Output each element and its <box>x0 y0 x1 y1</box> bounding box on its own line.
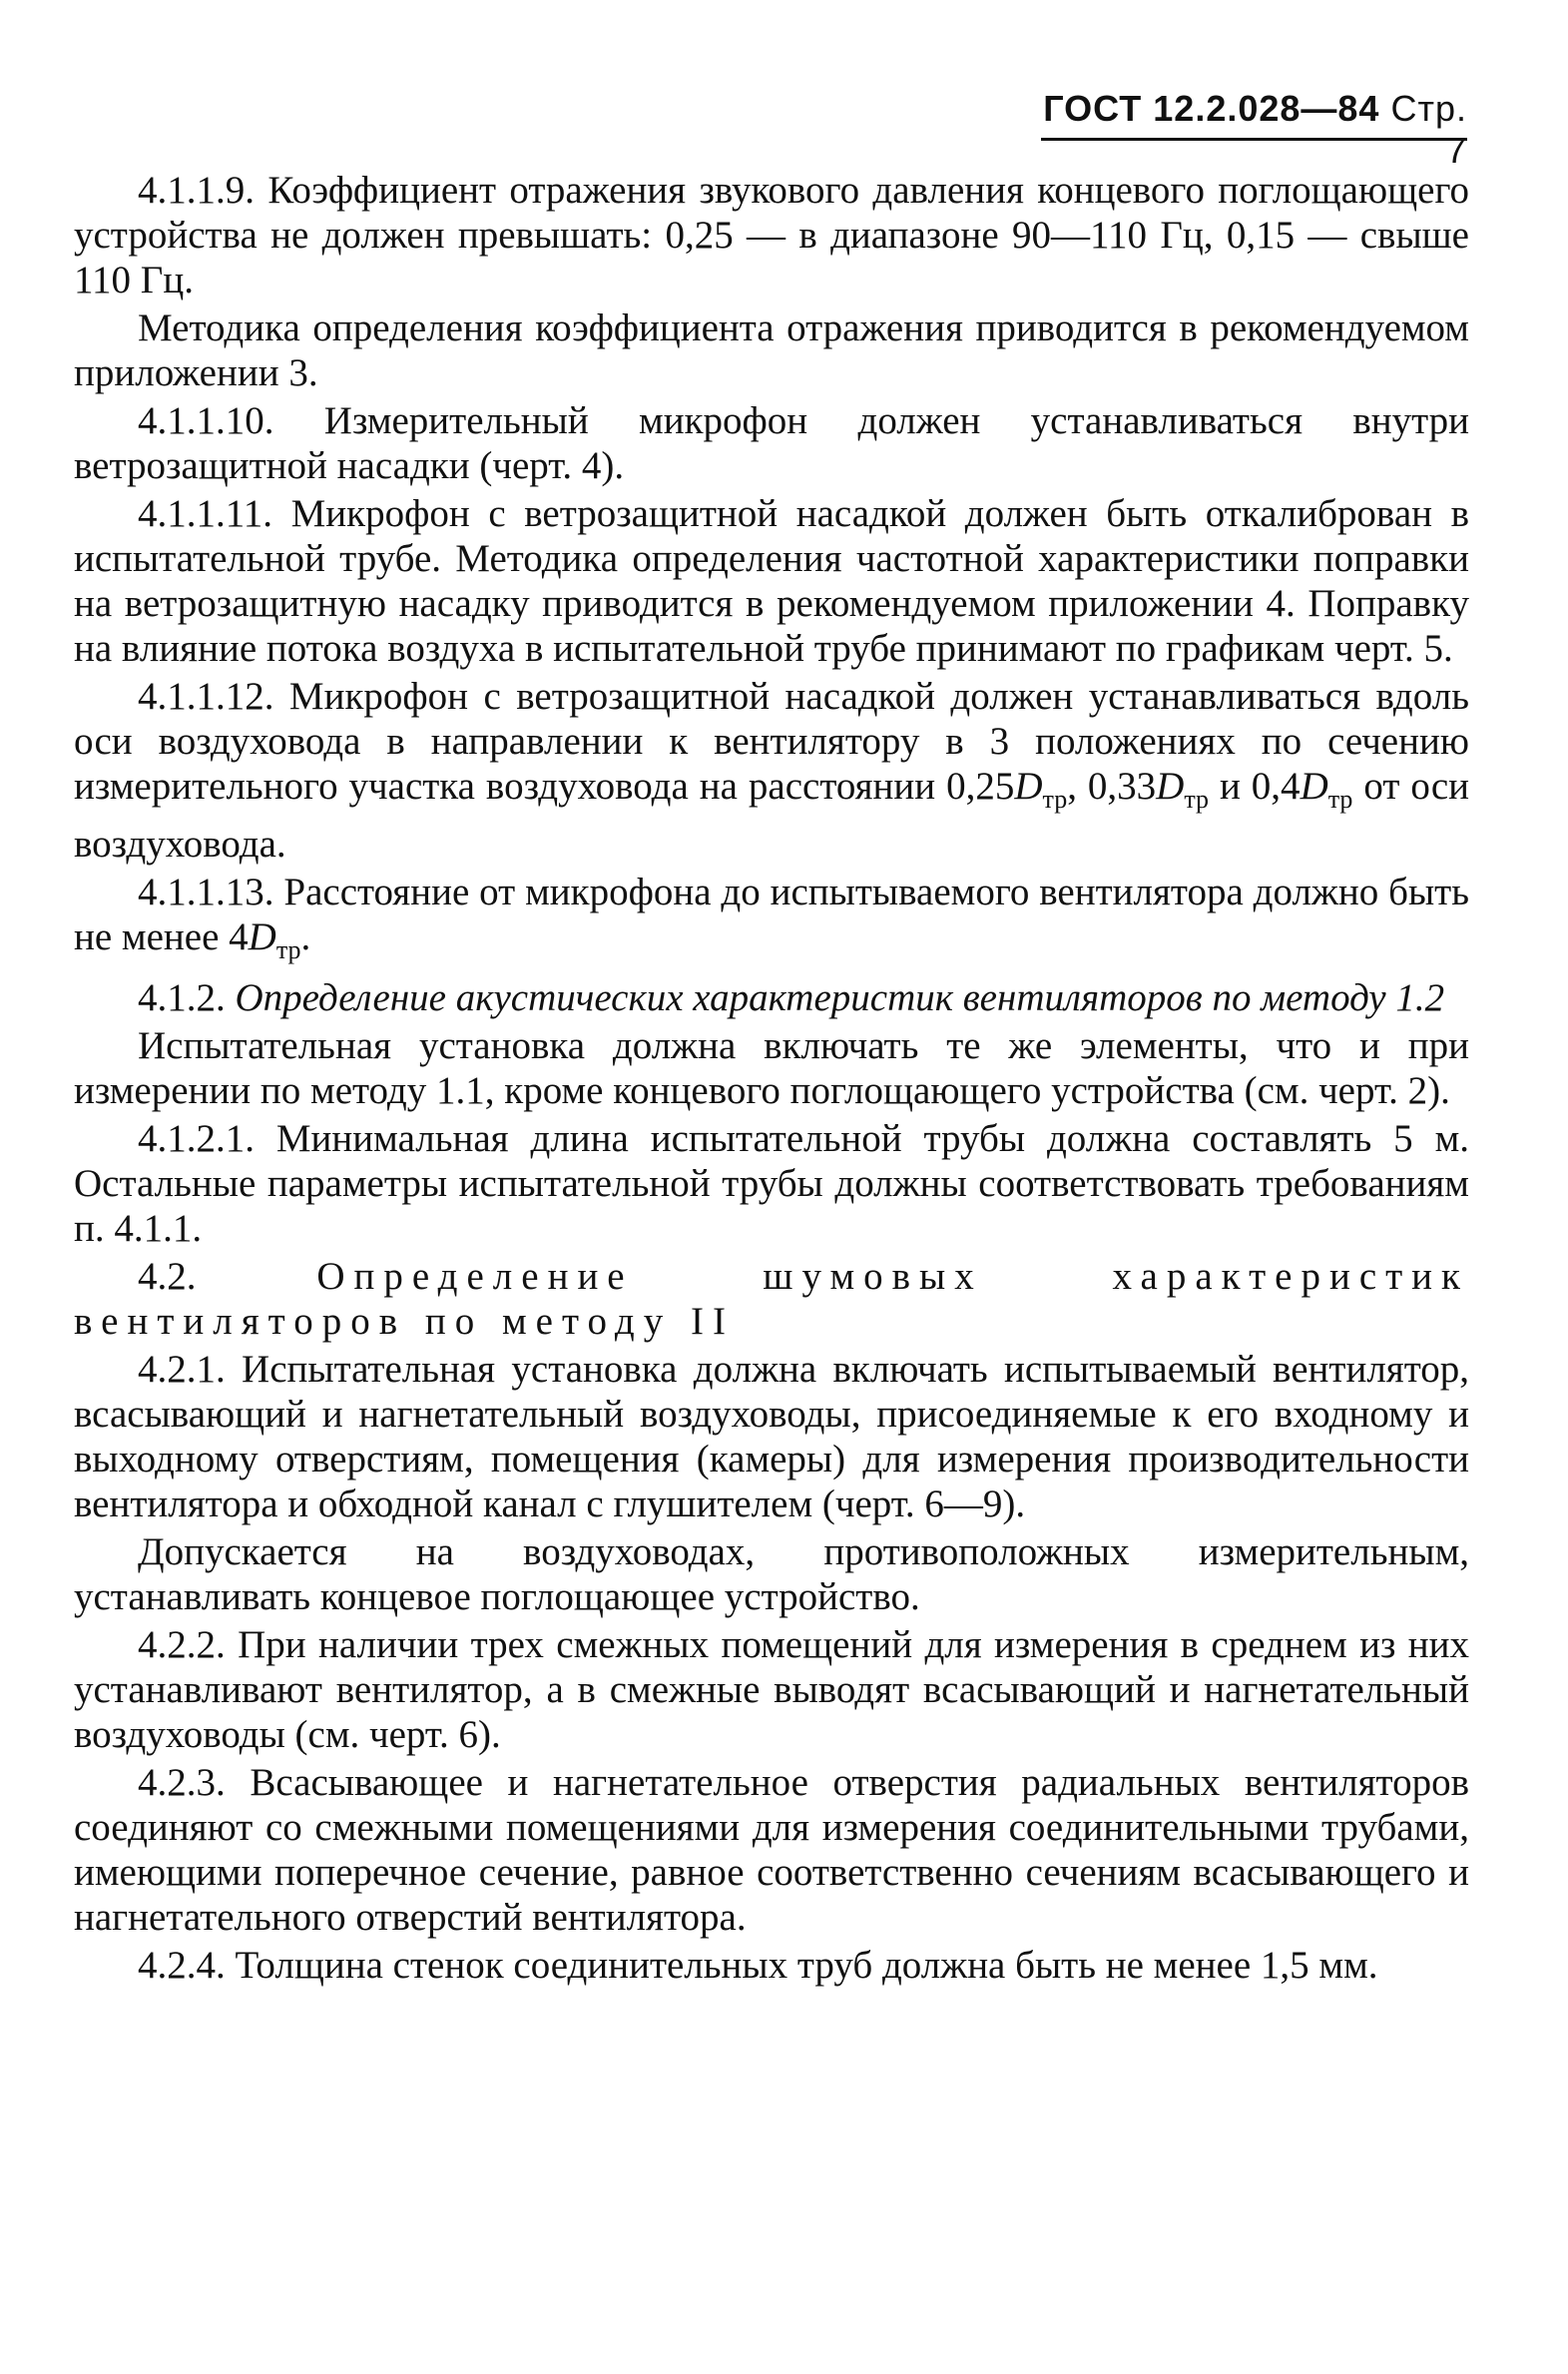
p6-text-a: 4.1.1.13. Расстояние от микрофона до испытываемого вентилятора должно быть не менее 4 <box>74 870 1469 958</box>
page-header <box>1038 88 1467 172</box>
dtr-symbol: $D_{тр}$ <box>1156 765 1210 814</box>
document-body <box>74 168 1469 1991</box>
paragraph-4-1-1-11: 4.1.1.11. Микрофон с ветрозащитной насадкой должен быть откалиброван в испытательной трубе. Методика определения частотной характеристики поправки на ветрозащитную насадку приводится в рекомендуемом приложении 4. Поправку на влияние потока воздуха в испытательной трубе принимают по графикам черт. 5. <box>74 492 1469 670</box>
dtr-symbol: $D_{тр}$ <box>1300 765 1353 814</box>
section-number-4-1-2: 4.1.2. <box>138 975 226 1019</box>
p5-text-a: 4.1.1.12. Микрофон с ветрозащитной насадкой должен устанавливаться вдоль оси воздуховода в направлении к вентилятору в 3 положениях по сечению измерительного участка воздуховода на расстоянии 0,25 <box>74 675 1469 808</box>
paragraph-4-1-2-1: 4.1.2.1. Минимальная длина испытательной трубы должна составлять 5 м. Остальные параметры испытательной трубы должны соответствовать требованиям п. 4.1.1. <box>74 1116 1469 1250</box>
paragraph-4-2-1: 4.2.1. Испытательная установка должна включать испытываемый вентилятор, всасывающий и нагнетательный воздуховоды, присоединяемые к его входному и выходному отверстиям, помещения (камеры) для измерения производительности вентилятора и обходной канал с глушителем (черт. 6—9). <box>74 1347 1469 1525</box>
page-number: Стр. 7 <box>1390 88 1467 171</box>
paragraph-4-1-1-10: 4.1.1.10. Измерительный микрофон должен устанавливаться внутри ветрозащитной насадки (черт. 4). <box>74 399 1469 487</box>
paragraph-4-1-2 <box>74 975 1469 1020</box>
paragraph-4-2-2: 4.2.2. При наличии трех смежных помещений для измерения в среднем из них устанавливают вентилятор, а в смежные выводят всасывающий и нагнетательный воздуховоды (см. черт. 6). <box>74 1622 1469 1756</box>
paragraph-4-1-1-9: 4.1.1.9. Коэффициент отражения звукового давления концевого поглощающего устройства не должен превышать: 0,25 — в диапазоне 90—110 Гц, 0,15 — свыше 110 Гц. <box>74 169 1469 301</box>
paragraph-allowance: Допускается на воздуховодах, противоположных измерительным, устанавливать концевое поглощающее устройство. <box>74 1529 1469 1618</box>
section-number-4-2: 4.2. <box>138 1254 197 1298</box>
paragraph-method-note: Методика определения коэффициента отражения приводится в рекомендуемом приложении 3. <box>74 306 1469 394</box>
section-title-4-1-2: Определение акустических характеристик вентиляторов по методу 1.2 <box>235 975 1445 1019</box>
section-title-4-2: Определение шумовых характеристик вентиляторов по методу II <box>74 1254 1469 1343</box>
paragraph-4-1-1-13 <box>74 870 1469 972</box>
dtr-symbol: $D_{тр}$ <box>248 914 301 964</box>
header-rule <box>1041 138 1467 141</box>
p6-text-b: . <box>300 914 311 958</box>
paragraph-4-2-3: 4.2.3. Всасывающее и нагнетательное отверстия радиальных вентиляторов соединяют со смежными помещениями для измерения соединительными трубами, имеющими поперечное сечение, равное соответственно сечениям всасывающего и нагнетательного отверстий вентилятора. <box>74 1760 1469 1939</box>
paragraph-4-2-4: 4.2.4. Толщина стенок соединительных труб должна быть не менее 1,5 мм. <box>138 1943 1378 1987</box>
paragraph-setup-1-2: Испытательная установка должна включать те же элементы, что и при измерении по методу 1.1, кроме концевого поглощающего устройства (см. черт. 2). <box>74 1023 1469 1112</box>
paragraph-4-1-1-12 <box>74 674 1469 867</box>
gost-number: ГОСТ 12.2.028—84 <box>1043 88 1380 129</box>
p5-text-c: и 0,4 <box>1209 765 1301 808</box>
paragraph-4-2 <box>74 1254 1469 1344</box>
p5-text-d: от оси воздуховода. <box>74 765 1470 866</box>
dtr-symbol: $D_{тр}$ <box>1014 765 1068 814</box>
p5-text-b: , 0,33 <box>1067 765 1157 808</box>
